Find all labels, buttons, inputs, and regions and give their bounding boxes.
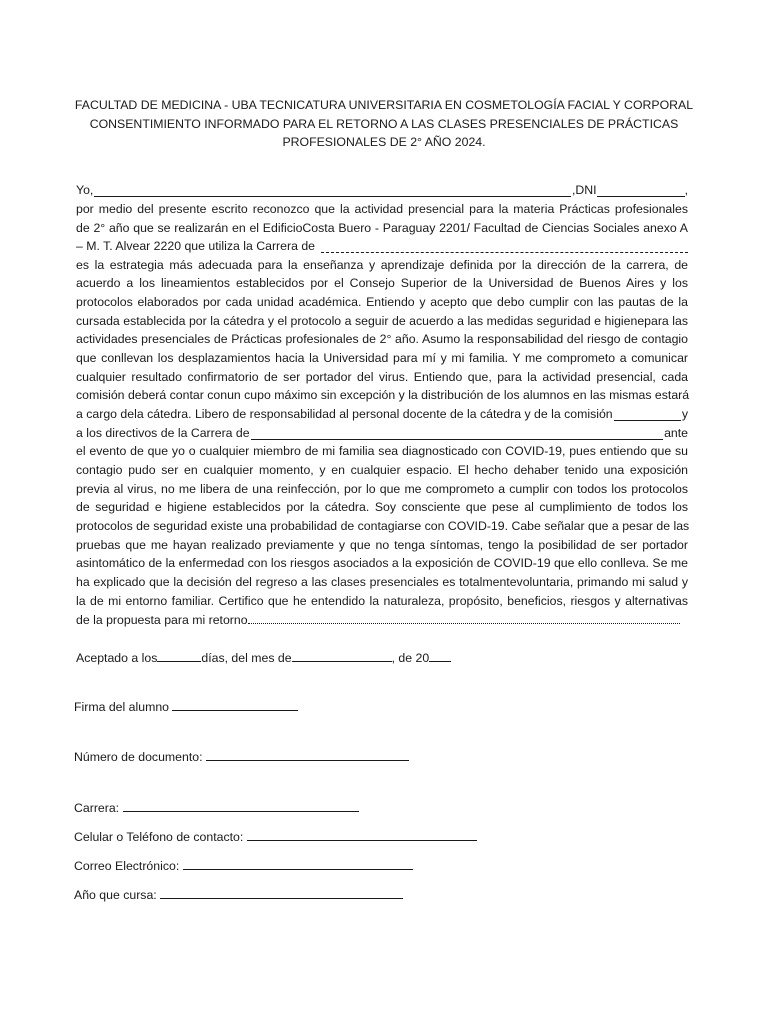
body-line: es la estrategia más adecuada para la enseñanza y aprendizaje definida por la dirección de la carrera, de [76, 258, 688, 272]
documento-blank[interactable] [206, 749, 409, 761]
body-line: que conllevan los desplazamientos hacia la Universidad para mí y mi familia. Y me comprometo a comunicar [76, 351, 688, 365]
correo-field [74, 858, 413, 873]
header-line-1: FACULTAD DE MEDICINA - UBA TECNICATURA UNIVERSITARIA EN COSMETOLOGÍA FACIAL Y CORPORAL [74, 98, 694, 112]
body-line: asintomático de la enfermedad con los riesgos asociados a la exposición de COVID-19 que ello conlleva. Se me [76, 556, 688, 570]
dotted-leader [248, 612, 680, 624]
body-line: contagio pudo ser en cualquier momento, y en cualquier espacio. El hecho dehaber tenido una exposición [76, 463, 688, 477]
body-line: de 2° año que se realizarán en el EdificioCosta Buero - Paraguay 2201/ Facultad de Ciencias Sociales anexo A [76, 221, 688, 235]
firma-blank[interactable] [172, 699, 298, 711]
yo-label: Yo, [76, 183, 94, 197]
year-blank[interactable] [429, 650, 451, 662]
documento-label: Número de documento: [74, 750, 203, 764]
documento-field [74, 749, 409, 764]
last-body-line [76, 612, 688, 627]
name-dni-line [76, 183, 688, 197]
body-line: protocolos elaborados por cada unidad académica. Entiendo y acepto que debo cumplir con las pautas de la [76, 295, 688, 309]
body-line: cursada establecida por la cátedra y el protocolo a seguir de acuerdo a las medidas seguridad e higienepara las [76, 314, 688, 328]
comision-blank[interactable] [614, 409, 681, 421]
month-blank[interactable] [292, 650, 392, 662]
body-line: acuerdo a los lineamientos establecidos por el Consejo Superior de la Universidad de Buenos Aires y los [76, 276, 688, 290]
comision-line [76, 407, 688, 421]
days-blank[interactable] [157, 650, 201, 662]
correo-blank[interactable] [183, 858, 413, 870]
body-line: comisión deberá contar conun cupo máximo sin excepción y la distribución de los alumnos en las mismas estará [76, 388, 690, 402]
carrera-field-blank[interactable] [123, 800, 359, 812]
body-line: la de mi entorno familiar. Certifico que he entendido la naturaleza, propósito, beneficios, riesgos y alternativas [76, 594, 688, 608]
name-blank[interactable] [94, 185, 571, 197]
dni-label: ,DNI [571, 183, 597, 197]
document-header [60, 96, 708, 152]
body-line: de seguridad e higiene establecidos por la cátedra. Soy consciente que pese al cumplimiento de todos los [76, 500, 688, 514]
anio-blank[interactable] [160, 887, 403, 899]
body-line: a cargo dela cátedra. Libero de responsabilidad al personal docente de la cátedra y de la comisión [76, 407, 613, 421]
carrera-label: Carrera: [74, 801, 120, 815]
body-line: de la propuesta para mi retorno [76, 613, 248, 627]
anio-label: Año que cursa: [74, 888, 157, 902]
body-line: previa al virus, no me libera de una reinfección, por lo que me comprometo a cumplir con todos los protocolos [76, 482, 688, 496]
acceptance-label-year: , de 20 [391, 651, 430, 665]
comision-y: y [681, 407, 688, 421]
celular-blank[interactable] [247, 829, 477, 841]
dni-comma: , [684, 183, 688, 197]
carrera-field [74, 800, 359, 815]
firma-field [74, 699, 298, 714]
body-line: actividades presenciales de Prácticas profesionales de 2° año. Asumo la responsabilidad del riesgo de contagio [76, 332, 688, 346]
body-line: por medio del presente escrito reconozco que la actividad presencial para la materia Prácticas profesionales [76, 202, 688, 216]
celular-field [74, 829, 477, 844]
body-line: protocolos de seguridad existe una probabilidad de contagiarse con COVID-19. Cabe señalar que a pesar de las [76, 519, 690, 533]
celular-label: Celular o Teléfono de contacto: [74, 830, 244, 844]
body-line: a los directivos de la Carrera de [76, 426, 250, 440]
acceptance-label-days: Aceptado a los [76, 651, 158, 665]
body-line: pruebas que me hayan realizado previamente y que no tenga síntomas, tengo la posibilidad de ser portador [76, 538, 688, 552]
directivos-line [76, 426, 688, 440]
header-line-3: PROFESIONALES DE 2° AÑO 2024. [282, 135, 486, 149]
anio-field [74, 887, 403, 902]
body-line: – M. T. Alvear 2220 que utiliza la Carrera de [76, 239, 316, 253]
correo-label: Correo Electrónico: [74, 859, 180, 873]
dni-blank[interactable] [597, 185, 685, 197]
carrera-directivos-blank[interactable] [251, 428, 663, 440]
body-line: el evento de que yo o cualquier miembro de mi familia sea diagnosticado con COVID-19, pues entiendo que su [76, 444, 688, 458]
acceptance-label-month: días, del mes de [201, 651, 292, 665]
acceptance-line [76, 650, 451, 665]
body-line: cualquier resultado confirmatorio de ser portador del virus. Entiendo que, para la actividad presencial, cada [76, 370, 688, 384]
firma-label: Firma del alumno [74, 700, 169, 714]
header-line-2: CONSENTIMIENTO INFORMADO PARA EL RETORNO A LAS CLASES PRESENCIALES DE PRÁCTICAS [89, 116, 679, 131]
carrera-line [76, 239, 688, 253]
carrera-dashed-blank[interactable] [321, 241, 688, 253]
body-line: ha explicado que la decisión del regreso a las clases presenciales es totalmentevoluntaria, primando mi salud y [76, 575, 688, 589]
ante-word: ante [664, 426, 688, 440]
